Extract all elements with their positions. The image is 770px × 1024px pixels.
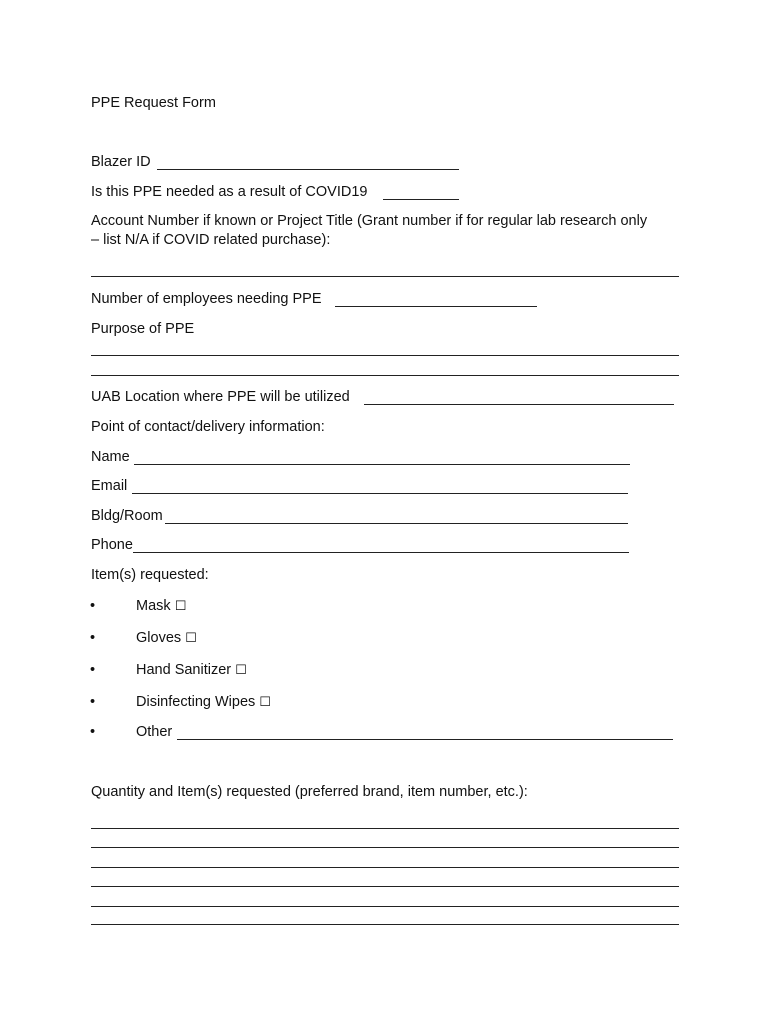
quantity-field-line6[interactable] <box>91 924 679 925</box>
item-label: Mask <box>136 598 171 614</box>
blazer-id-label: Blazer ID <box>91 154 151 170</box>
quantity-label: Quantity and Item(s) requested (preferred brand, item number, etc.): <box>91 784 528 800</box>
item-other <box>136 723 172 741</box>
item-label: Hand Sanitizer <box>136 662 232 678</box>
quantity-field-line4[interactable] <box>91 886 679 887</box>
bullet-icon: • <box>90 630 96 646</box>
form-title: PPE Request Form <box>91 95 216 111</box>
items-heading: Item(s) requested: <box>91 567 209 583</box>
item-label: Disinfecting Wipes <box>136 694 256 710</box>
item-label: Gloves <box>136 630 182 646</box>
email-field[interactable] <box>132 493 628 494</box>
purpose-field-line1[interactable] <box>91 355 679 356</box>
quantity-field-line2[interactable] <box>91 847 679 848</box>
phone-field[interactable] <box>133 552 629 553</box>
item-label: Other <box>136 724 173 740</box>
employees-label: Number of employees needing PPE <box>91 291 322 307</box>
quantity-field-line5[interactable] <box>91 906 679 907</box>
checkbox-icon[interactable]: ☐ <box>185 631 197 646</box>
covid-label: Is this PPE needed as a result of COVID19 <box>91 184 368 200</box>
purpose-label: Purpose of PPE <box>91 321 195 337</box>
bldg-field[interactable] <box>165 523 628 524</box>
other-field[interactable] <box>177 739 673 740</box>
employees-field[interactable] <box>335 306 537 307</box>
account-field[interactable] <box>91 276 679 277</box>
name-label: Name <box>91 449 130 465</box>
location-label: UAB Location where PPE will be utilized <box>91 389 350 405</box>
location-field[interactable] <box>364 404 674 405</box>
contact-heading: Point of contact/delivery information: <box>91 419 325 435</box>
blazer-id-field[interactable] <box>157 169 459 170</box>
quantity-field-line1[interactable] <box>91 828 679 829</box>
purpose-field-line2[interactable] <box>91 375 679 376</box>
bullet-icon: • <box>90 694 96 710</box>
checkbox-icon[interactable]: ☐ <box>235 663 247 678</box>
item-disinfecting-wipes[interactable] <box>136 693 271 712</box>
account-label-line2: – list N/A if COVID related purchase): <box>91 232 331 248</box>
bullet-icon: • <box>90 662 96 678</box>
item-mask[interactable] <box>136 597 186 616</box>
bldg-label: Bldg/Room <box>91 508 163 524</box>
bullet-icon: • <box>90 598 96 614</box>
account-label-line1: Account Number if known or Project Title (Grant number if for regular lab research only <box>91 213 648 229</box>
email-label: Email <box>91 478 128 494</box>
covid-field[interactable] <box>383 199 459 200</box>
item-gloves[interactable] <box>136 629 197 648</box>
item-hand-sanitizer[interactable] <box>136 661 247 680</box>
bullet-icon: • <box>90 724 96 740</box>
checkbox-icon[interactable]: ☐ <box>174 599 187 614</box>
name-field[interactable] <box>134 464 630 465</box>
checkbox-icon[interactable]: ☐ <box>259 695 271 710</box>
phone-label: Phone <box>91 537 133 553</box>
quantity-field-line3[interactable] <box>91 867 679 868</box>
